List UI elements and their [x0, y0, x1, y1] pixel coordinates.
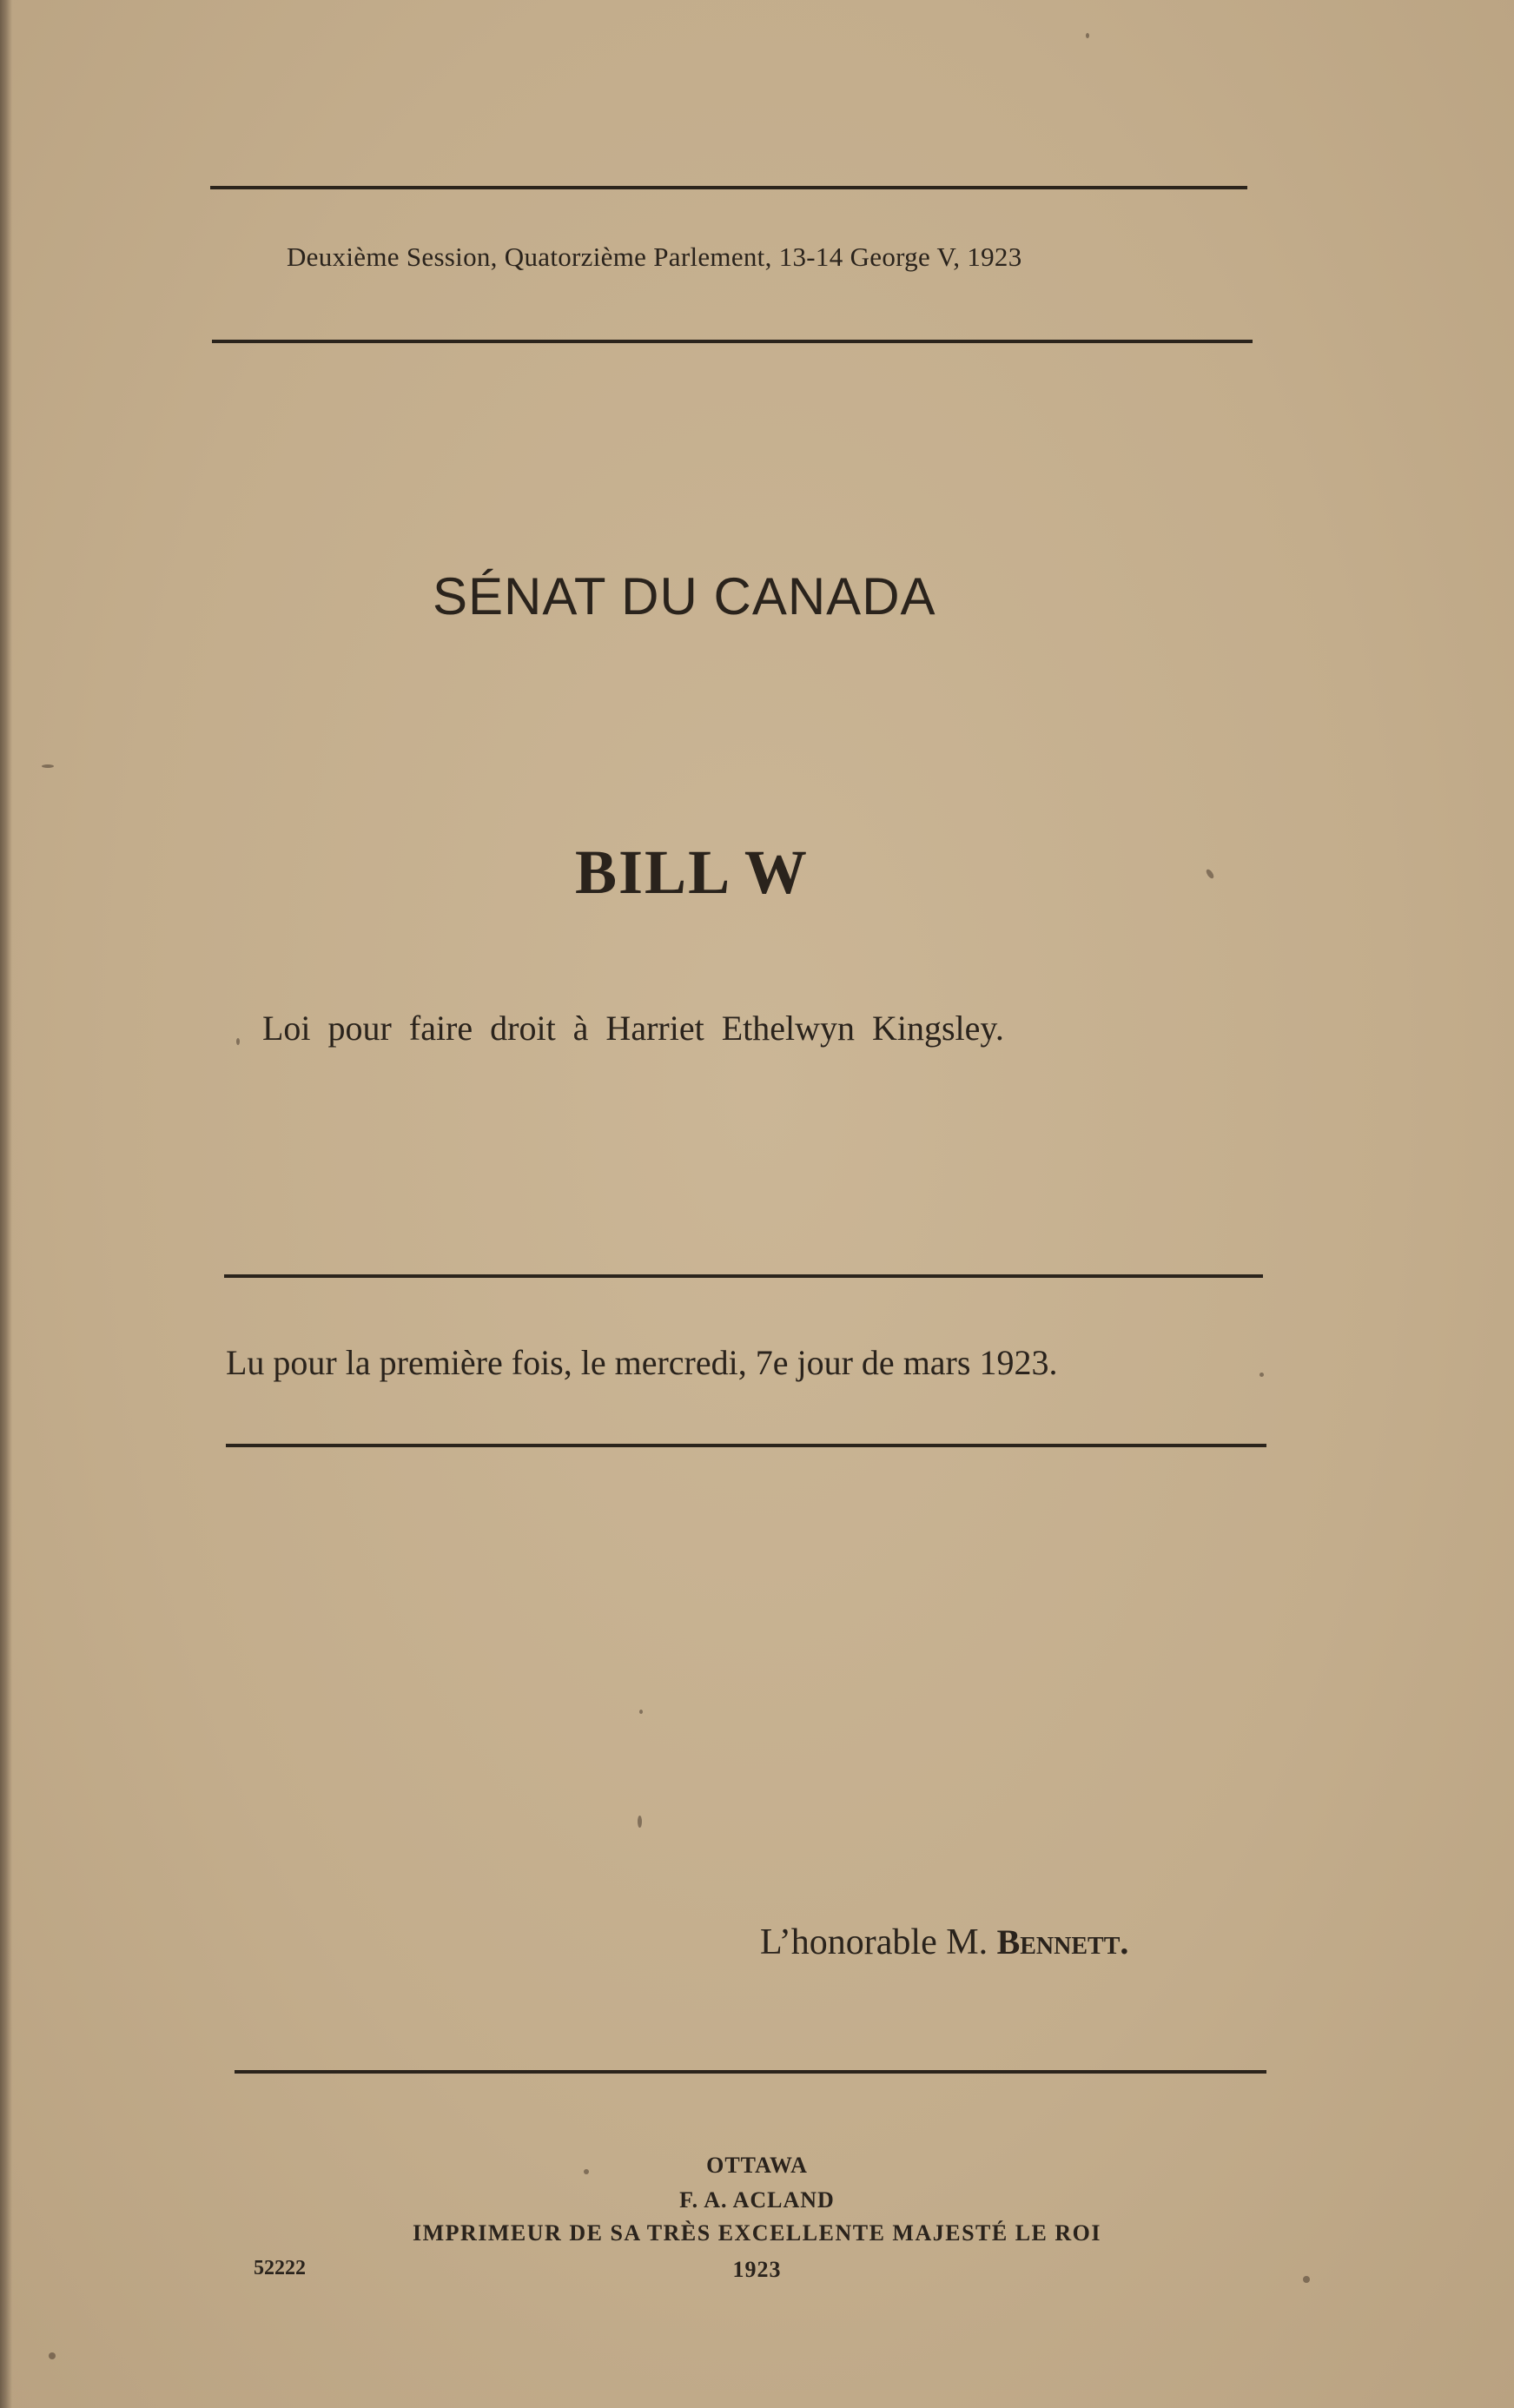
paper-speck: [1303, 2276, 1310, 2283]
paper-speck: [236, 1038, 240, 1045]
paper-speck: [584, 2169, 589, 2174]
sponsor-name: Bennett.: [996, 1922, 1129, 1961]
session-line: Deuxième Session, Quatorzième Parlement, 13-14 George V, 1923: [287, 241, 1022, 272]
paper-speck: [1205, 868, 1215, 879]
imprint-printer: F. A. ACLAND: [679, 2187, 835, 2213]
paper-speck: [638, 1816, 642, 1828]
imprint-city: OTTAWA: [706, 2153, 808, 2178]
paper-speck: [1259, 1373, 1264, 1377]
imprint-year: 1923: [732, 2257, 782, 2282]
paper-speck: [639, 1710, 643, 1714]
paper-speck: [42, 764, 54, 768]
imprint-rule: [235, 2070, 1266, 2074]
chamber-title: SÉNAT DU CANADA: [433, 567, 936, 625]
sponsor-prefix: L’honorable M.: [760, 1922, 988, 1962]
paper-speck: [1086, 33, 1089, 38]
reading-line: Lu pour la première fois, le mercredi, 7e jour de mars 1923.: [226, 1343, 1058, 1382]
imprint-printer-title: IMPRIMEUR DE SA TRÈS EXCELLENTE MAJESTÉ LE ROI: [412, 2220, 1102, 2246]
reading-top-rule: [224, 1274, 1263, 1278]
job-number: 52222: [254, 2257, 306, 2279]
sponsor-line: [760, 1922, 1128, 1963]
reading-bottom-rule: [226, 1444, 1266, 1447]
page-edge-shadow: [0, 0, 12, 2408]
bill-subject: Loi pour faire droit à Harriet Ethelwyn Kingsley.: [262, 1009, 1004, 1048]
paper-speck: [49, 2352, 56, 2359]
session-rule: [212, 340, 1253, 343]
top-rule: [210, 186, 1247, 189]
bill-title: BILL W: [575, 837, 809, 907]
